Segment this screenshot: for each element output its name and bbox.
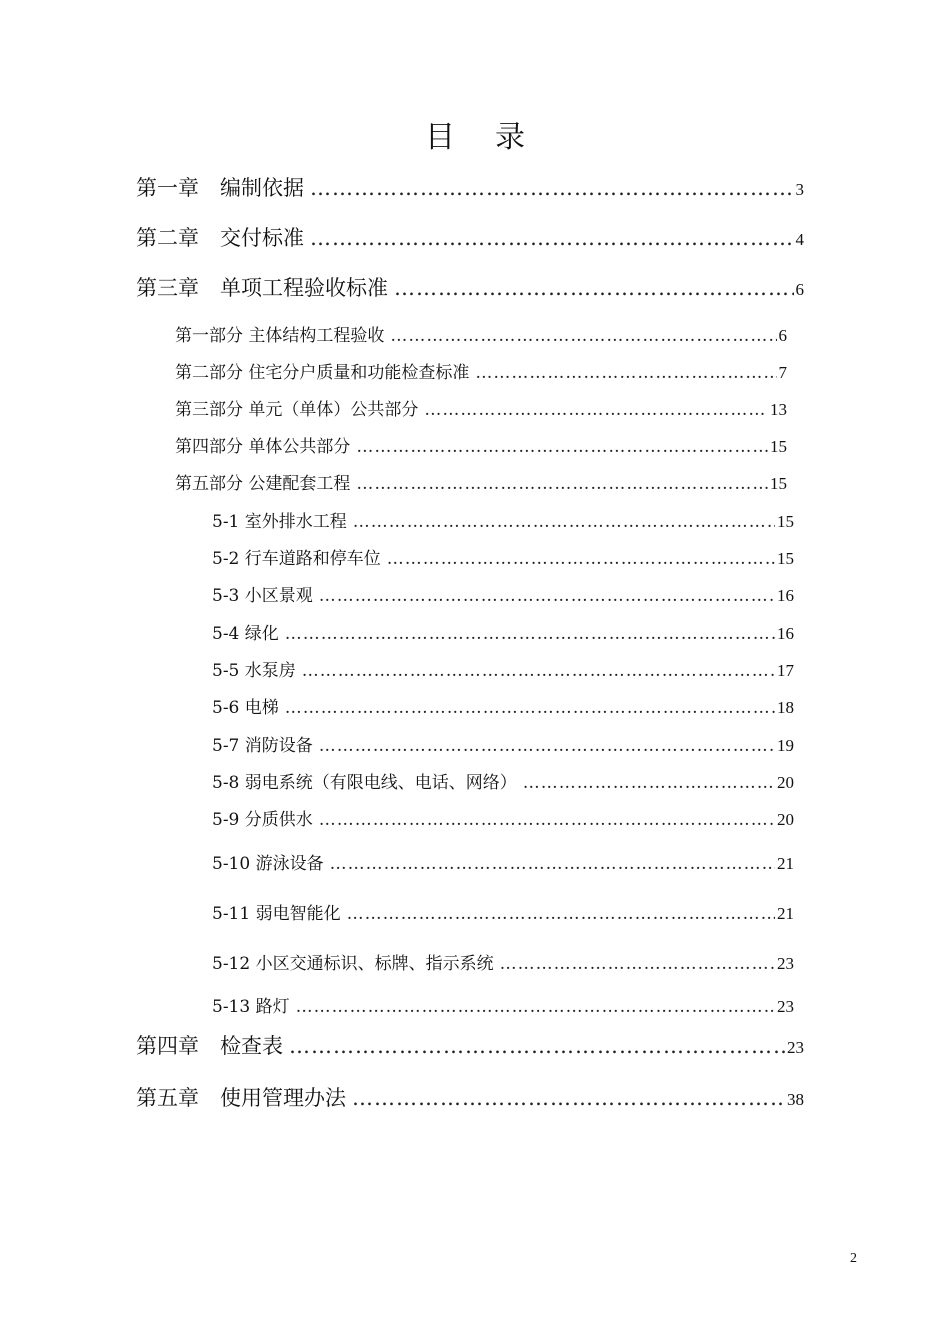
toc-page-number: 16: [777, 586, 794, 605]
dot-leader: [356, 437, 768, 457]
dot-leader: [289, 1034, 785, 1058]
toc-page-number: 15: [770, 437, 787, 456]
dot-leader: [394, 276, 794, 300]
toc-entry-label: 第二章 交付标准: [136, 226, 304, 250]
dot-leader: [302, 661, 775, 681]
page-number: 2: [850, 1251, 857, 1266]
toc-entry-subsection-5-8[interactable]: [212, 768, 794, 793]
toc-entry-chapter-3[interactable]: [136, 272, 804, 302]
toc-entry-label: 5-13 路灯: [212, 997, 290, 1017]
page-title: 目录: [425, 120, 565, 155]
toc-entry-label: 第四部分 单体公共部分: [175, 437, 351, 457]
toc-page-number: 17: [777, 661, 794, 680]
dot-leader: [330, 854, 775, 874]
dot-leader: [353, 512, 775, 532]
toc-page-number: 20: [777, 773, 794, 792]
toc-entry-label: 5-4 绿化: [212, 624, 279, 644]
toc-entry-label: 5-11 弱电智能化: [212, 904, 341, 924]
toc-entry-subsection-5-9[interactable]: [212, 805, 794, 830]
toc-page-number: 18: [777, 698, 794, 717]
toc-page-number: 23: [787, 1038, 804, 1057]
toc-entry-label: 5-12 小区交通标识、标牌、指示系统: [212, 954, 494, 974]
dot-leader: [319, 736, 775, 756]
toc-entry-label: 第二部分 住宅分户质量和功能检查标准: [175, 363, 470, 383]
toc-entry-subsection-5-4[interactable]: [212, 619, 794, 644]
toc-entry-chapter-1[interactable]: [136, 172, 804, 202]
toc-entry-part-5[interactable]: [175, 469, 787, 494]
toc-entry-label: 5-2 行车道路和停车位: [212, 549, 381, 569]
toc-entry-label: 第三部分 单元（单体）公共部分: [175, 400, 419, 420]
toc-page-number: 20: [777, 810, 794, 829]
dot-leader: [285, 698, 775, 718]
toc-entry-chapter-2[interactable]: [136, 222, 804, 252]
toc-page-number: 15: [770, 474, 787, 493]
dot-leader: [319, 810, 775, 830]
toc-page-number: 6: [795, 280, 804, 299]
toc-entry-subsection-5-1[interactable]: [212, 507, 794, 532]
toc-page-number: 38: [787, 1090, 804, 1109]
dot-leader: [390, 326, 776, 346]
toc-entry-subsection-5-5[interactable]: [212, 656, 794, 681]
toc-entry-part-3[interactable]: [175, 395, 787, 420]
toc-entry-subsection-5-10[interactable]: [212, 849, 794, 874]
toc-page-number: 23: [777, 997, 794, 1016]
toc-entry-label: 第五章 使用管理办法: [136, 1086, 346, 1110]
dot-leader: [352, 1086, 785, 1110]
toc-entry-part-4[interactable]: [175, 432, 787, 457]
toc-page-number: 13: [770, 400, 787, 419]
toc-page-number: 21: [777, 854, 794, 873]
toc-page-number: 4: [795, 230, 804, 249]
toc-entry-label: 5-6 电梯: [212, 698, 279, 718]
toc-entry-label: 5-3 小区景观: [212, 586, 313, 606]
toc-entry-label: 5-9 分质供水: [212, 810, 313, 830]
toc-entry-label: 5-7 消防设备: [212, 736, 313, 756]
toc-page-number: 23: [777, 954, 794, 973]
toc-entry-part-2[interactable]: [175, 358, 787, 383]
toc-entry-subsection-5-12[interactable]: [212, 949, 794, 974]
toc-entry-subsection-5-3[interactable]: [212, 581, 794, 606]
toc-entry-label: 第五部分 公建配套工程: [175, 474, 351, 494]
toc-page-number: 7: [778, 363, 787, 382]
toc-entry-chapter-5[interactable]: [136, 1082, 804, 1112]
toc-entry-subsection-5-7[interactable]: [212, 731, 794, 756]
toc-entry-part-1[interactable]: [175, 321, 787, 346]
toc-entry-subsection-5-6[interactable]: [212, 693, 794, 718]
toc-page-number: 6: [778, 326, 787, 345]
dot-leader: [296, 997, 775, 1017]
toc-entry-label: 5-5 水泵房: [212, 661, 296, 681]
toc-page-number: 15: [777, 512, 794, 531]
toc-page-number: 15: [777, 549, 794, 568]
toc-entry-subsection-5-2[interactable]: [212, 544, 794, 569]
toc-page-number: 21: [777, 904, 794, 923]
toc-entry-label: 5-8 弱电系统（有限电线、电话、网络）: [212, 773, 517, 793]
dot-leader: [424, 400, 768, 420]
toc-page-number: 19: [777, 736, 794, 755]
dot-leader: [285, 624, 775, 644]
toc-entry-label: 5-10 游泳设备: [212, 854, 324, 874]
toc-page-number: 16: [777, 624, 794, 643]
toc-entry-label: 第四章 检查表: [136, 1034, 283, 1058]
dot-leader: [500, 954, 775, 974]
toc-entry-subsection-5-13[interactable]: [212, 992, 794, 1017]
toc-page-number: 3: [795, 180, 804, 199]
toc-entry-label: 第一章 编制依据: [136, 176, 304, 200]
toc-entry-subsection-5-11[interactable]: [212, 899, 794, 924]
dot-leader: [387, 549, 775, 569]
toc-entry-label: 5-1 室外排水工程: [212, 512, 347, 532]
toc-entry-label: 第一部分 主体结构工程验收: [175, 326, 385, 346]
dot-leader: [319, 586, 775, 606]
dot-leader: [310, 176, 794, 200]
dot-leader: [475, 363, 776, 383]
toc-entry-chapter-4[interactable]: [136, 1030, 804, 1060]
dot-leader: [356, 474, 768, 494]
toc-entry-label: 第三章 单项工程验收标准: [136, 276, 388, 300]
dot-leader: [523, 773, 775, 793]
dot-leader: [310, 226, 794, 250]
dot-leader: [347, 904, 775, 924]
